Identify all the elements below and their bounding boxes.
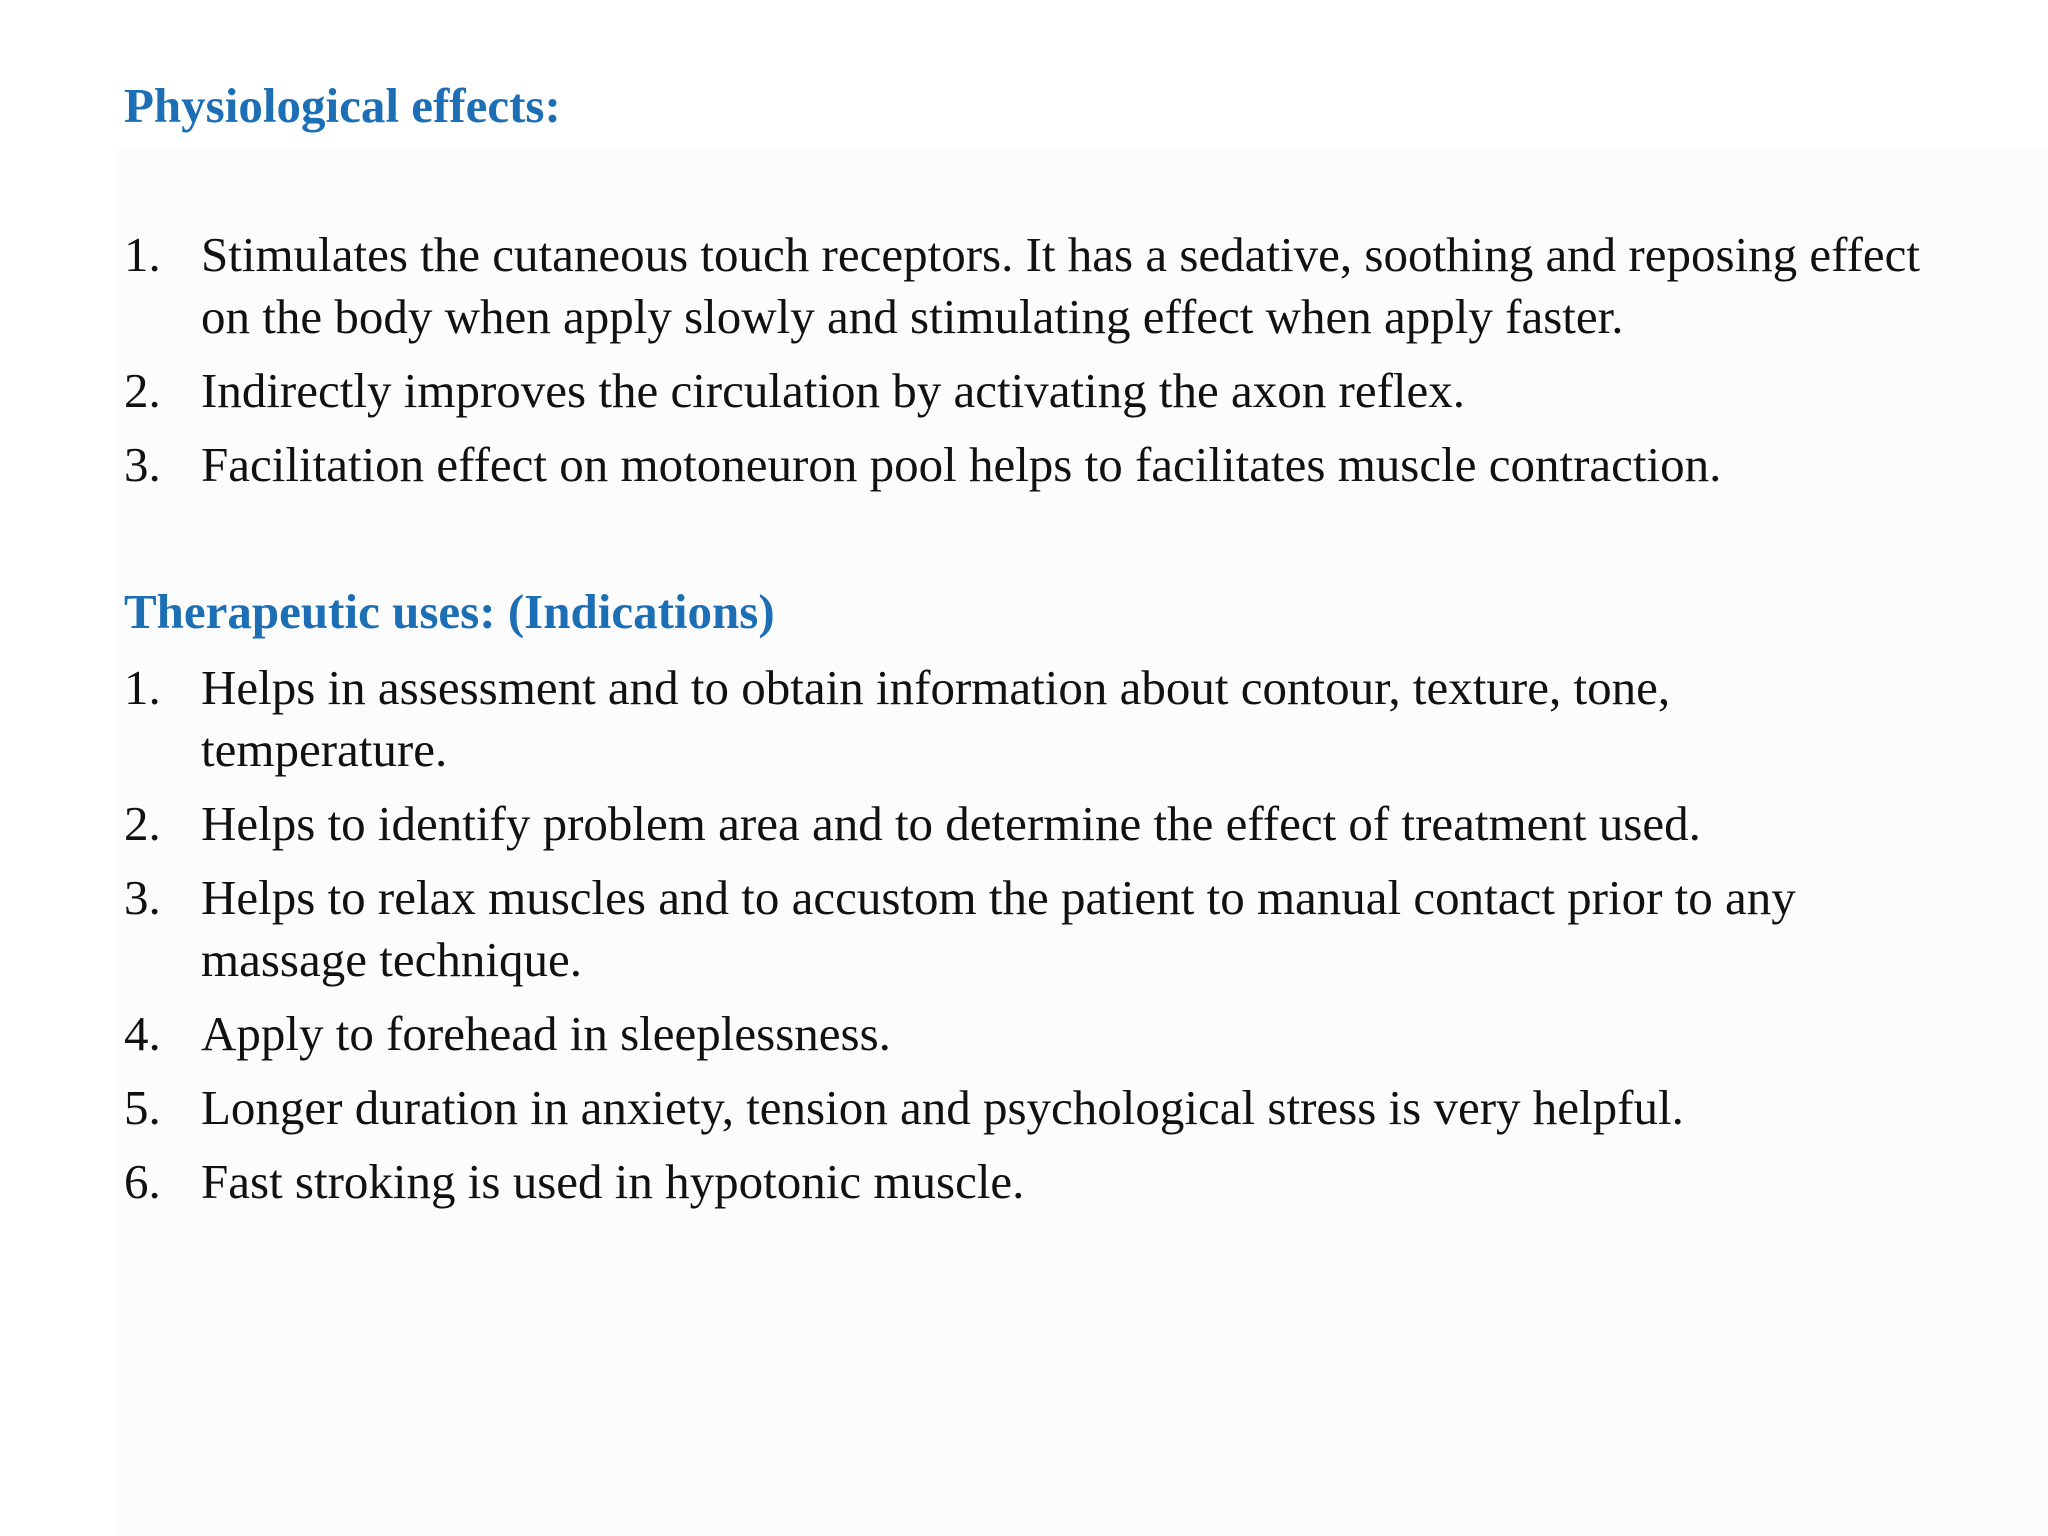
list-item — [124, 657, 1924, 781]
list-item-text: Longer duration in anxiety, tension and psychological stress is very helpful. — [201, 1080, 1684, 1135]
list-item-number: 4. — [124, 1006, 161, 1061]
list-item-text: Indirectly improves the circulation by activating the axon reflex. — [201, 363, 1466, 418]
list-item — [124, 434, 1924, 496]
physiological-effects-list — [124, 224, 1924, 508]
therapeutic-uses-heading: Therapeutic uses: (Indications) — [124, 584, 775, 639]
list-item-number: 2. — [124, 363, 161, 418]
list-item — [124, 360, 1924, 422]
list-item-text: Helps to relax muscles and to accustom the patient to manual contact prior to any massage technique. — [201, 870, 1796, 987]
list-item-text: Facilitation effect on motoneuron pool helps to facilitates muscle contraction. — [201, 437, 1722, 492]
list-item-text: Helps in assessment and to obtain information about contour, texture, tone, temperature. — [201, 660, 1671, 777]
physiological-effects-heading: Physiological effects: — [124, 78, 561, 133]
list-item — [124, 1077, 1924, 1139]
list-item-text: Fast stroking is used in hypotonic muscle. — [201, 1154, 1025, 1209]
list-item — [124, 1151, 1924, 1213]
list-item-text: Apply to forehead in sleeplessness. — [201, 1006, 891, 1061]
list-item-number: 1. — [124, 227, 161, 282]
list-item-number: 3. — [124, 437, 161, 492]
list-item — [124, 793, 1924, 855]
list-item-number: 6. — [124, 1154, 161, 1209]
list-item-number: 3. — [124, 870, 161, 925]
list-item — [124, 867, 1924, 991]
list-item-text: Helps to identify problem area and to determine the effect of treatment used. — [201, 796, 1701, 851]
therapeutic-uses-list — [124, 657, 1924, 1225]
list-item-number: 2. — [124, 796, 161, 851]
list-item — [124, 1003, 1924, 1065]
list-item-text: Stimulates the cutaneous touch receptors. It has a sedative, soothing and reposing effect on the body when apply slowly and stimulating effect when apply faster. — [201, 227, 1921, 344]
list-item-number: 5. — [124, 1080, 161, 1135]
list-item — [124, 224, 1924, 348]
list-item-number: 1. — [124, 660, 161, 715]
